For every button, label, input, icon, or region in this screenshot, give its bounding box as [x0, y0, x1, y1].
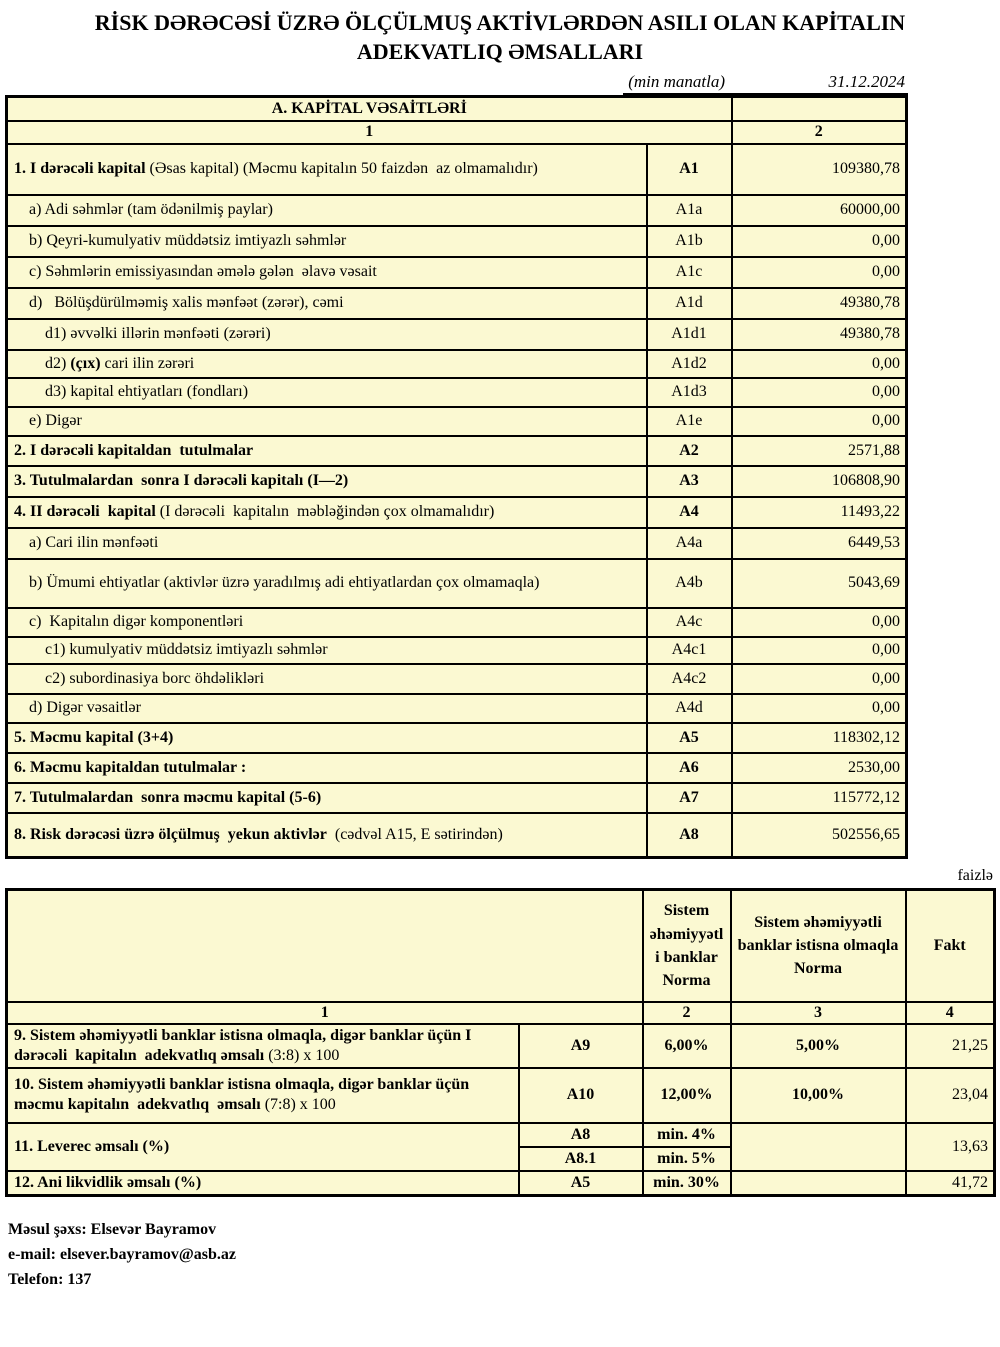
row-label-segment: (3:8) x 100 — [268, 1046, 340, 1064]
capital-row-A2 — [7, 436, 907, 466]
row-value: 6449,53 — [732, 528, 907, 559]
row-code: A1a — [647, 195, 732, 226]
capital-table-title: A. KAPİTAL VƏSAİTLƏRİ — [7, 97, 732, 121]
row-label — [7, 1024, 519, 1068]
row-value: 0,00 — [732, 694, 907, 723]
row-label-segment: d2) — [45, 354, 71, 372]
row-label — [7, 528, 647, 559]
ratio-table-colnum-row — [7, 1002, 995, 1024]
norma-ex-cell: 5,00% — [731, 1024, 906, 1068]
capital-row-A4 — [7, 497, 907, 528]
norma-ex-cell — [731, 1171, 906, 1196]
contact-email: e-mail: elsever.bayramov@asb.az — [8, 1245, 237, 1263]
row-label — [7, 1068, 519, 1123]
row-label-bold-segment: 6. Məcmu kapitaldan tutulmalar : — [14, 758, 247, 776]
row-label — [7, 226, 647, 257]
row-label — [7, 378, 647, 407]
row-code: A1d1 — [647, 319, 732, 350]
row-label — [7, 813, 647, 858]
row-label — [7, 288, 647, 319]
row-value: 106808,90 — [732, 466, 907, 497]
row-label — [7, 1171, 519, 1196]
row-code: A4c1 — [647, 637, 732, 664]
capital-row-A1e — [7, 407, 907, 436]
norma-ex-cell: 10,00% — [731, 1068, 906, 1123]
row-value: 2530,00 — [732, 753, 907, 783]
capital-row-A1d — [7, 288, 907, 319]
capital-row-A3 — [7, 466, 907, 497]
row-label — [7, 608, 647, 637]
row-label-bold-segment: 1. I dərəcəli kapital — [14, 160, 146, 178]
capital-row-A1 — [7, 144, 907, 195]
row-code: A10 — [519, 1068, 643, 1123]
ratio-header-norma-ex: Sistem əhəmiyyətli banklar istisna olmaqla Norma — [731, 890, 906, 1002]
row-label — [7, 694, 647, 723]
row-code: A1e — [647, 407, 732, 436]
row-code: A7 — [647, 783, 732, 813]
norma-ex-cell — [731, 1123, 906, 1171]
row-code: A4d — [647, 694, 732, 723]
row-label-segment: d) Digər vəsaitlər — [29, 699, 141, 717]
row-label — [7, 319, 647, 350]
row-code: A1d2 — [647, 350, 732, 378]
capital-row-A6 — [7, 753, 907, 783]
ratio-row-A8 — [7, 1123, 995, 1147]
capital-table — [5, 95, 908, 859]
row-label-bold-segment: 4. II dərəcəli kapital — [14, 503, 156, 521]
row-code: A3 — [647, 466, 732, 497]
row-value: 11493,22 — [732, 497, 907, 528]
row-label-bold-segment: 2. I dərəcəli kapitaldan tutulmalar — [14, 441, 254, 459]
row-value: 0,00 — [732, 664, 907, 694]
row-label-bold-segment: 3. Tutulmalardan sonra I dərəcəli kapitalı (I—2) — [14, 472, 349, 490]
capital-row-A4c — [7, 608, 907, 637]
row-value: 0,00 — [732, 226, 907, 257]
capital-row-A7 — [7, 783, 907, 813]
capital-row-A8 — [7, 813, 907, 858]
colnum-1: 1 — [7, 121, 732, 144]
capital-row-A1c — [7, 257, 907, 288]
row-label-bold-segment: 9. Sistem əhəmiyyətli banklar istisna olmaqla, digər banklar üçün I dərəcəli kapitalın adekvatlıq əmsalı — [14, 1026, 476, 1064]
row-label-bold-segment: 8. Risk dərəcəsi üzrə ölçülmuş yekun aktivlər — [14, 825, 327, 843]
row-label-segment: (cədvəl A15, E sətirindən) — [326, 825, 503, 843]
norma-cell: min. 30% — [643, 1171, 731, 1196]
row-code: A1d3 — [647, 378, 732, 407]
page-title — [0, 0, 1000, 66]
row-value: 2571,88 — [732, 436, 907, 466]
norma-cell: 6,00% — [643, 1024, 731, 1068]
row-value: 109380,78 — [732, 144, 907, 195]
row-label — [7, 497, 647, 528]
unit-note: (min manatla) — [628, 72, 725, 92]
row-value: 0,00 — [732, 257, 907, 288]
row-label-bold-segment: 12. Ani likvidlik əmsalı (%) — [14, 1173, 202, 1191]
row-code: A1d — [647, 288, 732, 319]
capital-row-A4b — [7, 559, 907, 608]
row-value: 5043,69 — [732, 559, 907, 608]
row-code: A9 — [519, 1024, 643, 1068]
capital-row-A1d2 — [7, 350, 907, 378]
row-code: A5 — [519, 1171, 643, 1196]
capital-row-A4d — [7, 694, 907, 723]
row-value: 115772,12 — [732, 783, 907, 813]
ratio-table-header-row — [7, 890, 995, 1002]
ratio-colnum-2: 2 — [643, 1002, 731, 1024]
row-label-segment: b) Qeyri-kumulyativ müddətsiz imtiyazlı səhmlər — [29, 232, 347, 250]
row-label — [7, 466, 647, 497]
row-value: 49380,78 — [732, 288, 907, 319]
ratio-header-norma: Sistem əhəmiyyətli banklar Norma — [643, 890, 731, 1002]
row-label — [7, 144, 647, 195]
ratio-table — [5, 888, 996, 1197]
row-label-segment: a) Cari ilin mənfəəti — [29, 534, 159, 552]
ratio-row-A10 — [7, 1068, 995, 1123]
row-label — [7, 753, 647, 783]
row-code: A4b — [647, 559, 732, 608]
meta-row — [5, 72, 908, 94]
row-label — [7, 723, 647, 753]
fakt-cell: 23,04 — [906, 1068, 995, 1123]
row-code: A4c — [647, 608, 732, 637]
capital-table-colnum-row — [7, 121, 907, 144]
capital-row-A4a — [7, 528, 907, 559]
capital-row-A1d1 — [7, 319, 907, 350]
row-label-bold-segment: 7. Tutulmalardan sonra məcmu kapital (5-6) — [14, 788, 322, 806]
row-value: 0,00 — [732, 608, 907, 637]
fakt-cell: 13,63 — [906, 1123, 995, 1171]
row-code: A8 — [647, 813, 732, 858]
row-label-segment: c2) subordinasiya borc öhdəlikləri — [45, 669, 265, 687]
row-label-segment: (Əsas kapital) (Məcmu kapitalın 50 faizdən az olmamalıdır) — [145, 160, 538, 178]
row-value: 49380,78 — [732, 319, 907, 350]
row-label-segment: a) Adi səhmlər (tam ödənilmiş paylar) — [29, 201, 273, 219]
row-code: A4 — [647, 497, 732, 528]
row-label-bold-segment: (çıx) — [70, 354, 101, 372]
row-label — [7, 350, 647, 378]
row-value: 118302,12 — [732, 723, 907, 753]
percent-note: faizlə — [957, 867, 993, 885]
row-value: 502556,65 — [732, 813, 907, 858]
row-code: A8.1 — [519, 1147, 643, 1171]
row-label — [7, 436, 647, 466]
page-title-line1: RİSK DƏRƏCƏSİ ÜZRƏ ÖLÇÜLMUŞ AKTİVLƏRDƏN ASILI OLAN KAPİTALIN — [94, 10, 906, 35]
row-label — [7, 637, 647, 664]
row-label-segment: (7:8) x 100 — [264, 1096, 336, 1114]
row-code: A1 — [647, 144, 732, 195]
row-label-segment: c) Səhmlərin emissiyasından əmələ gələn əlavə vəsait — [29, 263, 377, 281]
responsible-person: Məsul şəxs: Elsevər Bayramov — [8, 1220, 217, 1238]
ratio-row-A9 — [7, 1024, 995, 1068]
row-code: A6 — [647, 753, 732, 783]
row-value: 0,00 — [732, 350, 907, 378]
row-label-segment: (I dərəcəli kapitalın məbləğindən çox olmamalıdır) — [155, 503, 495, 521]
capital-row-A1b — [7, 226, 907, 257]
row-label — [7, 195, 647, 226]
capital-row-A5 — [7, 723, 907, 753]
row-label — [7, 783, 647, 813]
contact-phone: Telefon: 137 — [8, 1270, 92, 1288]
row-label — [7, 257, 647, 288]
fakt-cell: 21,25 — [906, 1024, 995, 1068]
ratio-colnum-4: 4 — [906, 1002, 995, 1024]
ratio-colnum-3: 3 — [731, 1002, 906, 1024]
row-label-segment: d3) kapital ehtiyatları (fondları) — [45, 383, 249, 401]
row-label — [7, 559, 647, 608]
norma-cell: min. 4% — [643, 1123, 731, 1147]
report-date: 31.12.2024 — [828, 72, 905, 92]
row-label-segment: d) Bölüşdürülməmiş xalis mənfəət (zərər), cəmi — [29, 294, 344, 312]
capital-row-A4c1 — [7, 637, 907, 664]
norma-cell: min. 5% — [643, 1147, 731, 1171]
row-label-bold-segment: 5. Məcmu kapital (3+4) — [14, 728, 174, 746]
row-label-segment: c) Kapitalın digər komponentləri — [29, 613, 244, 631]
norma-cell: 12,00% — [643, 1068, 731, 1123]
row-code: A4c2 — [647, 664, 732, 694]
row-label-bold-segment: 10. Sistem əhəmiyyətli banklar istisna olmaqla, digər banklar üçün məcmu kapitalın adekvatlıq əmsalı — [14, 1076, 474, 1114]
capital-table-header-empty-cell — [732, 97, 907, 121]
row-code: A5 — [647, 723, 732, 753]
row-code: A4a — [647, 528, 732, 559]
row-label-segment: c1) kumulyativ müddətsiz imtiyazlı səhmlər — [45, 641, 328, 659]
row-label — [7, 407, 647, 436]
row-code: A8 — [519, 1123, 643, 1147]
row-label-segment: cari ilin zərəri — [100, 354, 195, 372]
row-label-segment: e) Digər — [29, 412, 82, 430]
row-label-segment: b) Ümumi ehtiyatlar (aktivlər üzrə yaradılmış adi ehtiyatlardan çox olmamaqla) — [29, 574, 540, 592]
row-code: A1b — [647, 226, 732, 257]
capital-row-A1a — [7, 195, 907, 226]
ratio-header-empty-cell — [7, 890, 643, 1002]
ratio-colnum-1: 1 — [7, 1002, 643, 1024]
footer-block — [8, 1217, 1000, 1292]
capital-table-header-row — [7, 97, 907, 121]
page-title-line2: ADEKVATLIQ ƏMSALLARI — [356, 39, 644, 65]
row-value: 60000,00 — [732, 195, 907, 226]
row-label-segment: d1) əvvəlki illərin mənfəəti (zərəri) — [45, 325, 271, 343]
row-value: 0,00 — [732, 378, 907, 407]
row-value: 0,00 — [732, 637, 907, 664]
ratio-row-A5 — [7, 1171, 995, 1196]
row-label-bold-segment: 11. Leverec əmsalı (%) — [14, 1137, 170, 1155]
colnum-2: 2 — [732, 121, 907, 144]
capital-row-A1d3 — [7, 378, 907, 407]
row-label — [7, 664, 647, 694]
row-code: A1c — [647, 257, 732, 288]
row-code: A2 — [647, 436, 732, 466]
ratio-header-fakt: Fakt — [906, 890, 995, 1002]
capital-row-A4c2 — [7, 664, 907, 694]
fakt-cell: 41,72 — [906, 1171, 995, 1196]
row-value: 0,00 — [732, 407, 907, 436]
row-label — [7, 1123, 519, 1171]
